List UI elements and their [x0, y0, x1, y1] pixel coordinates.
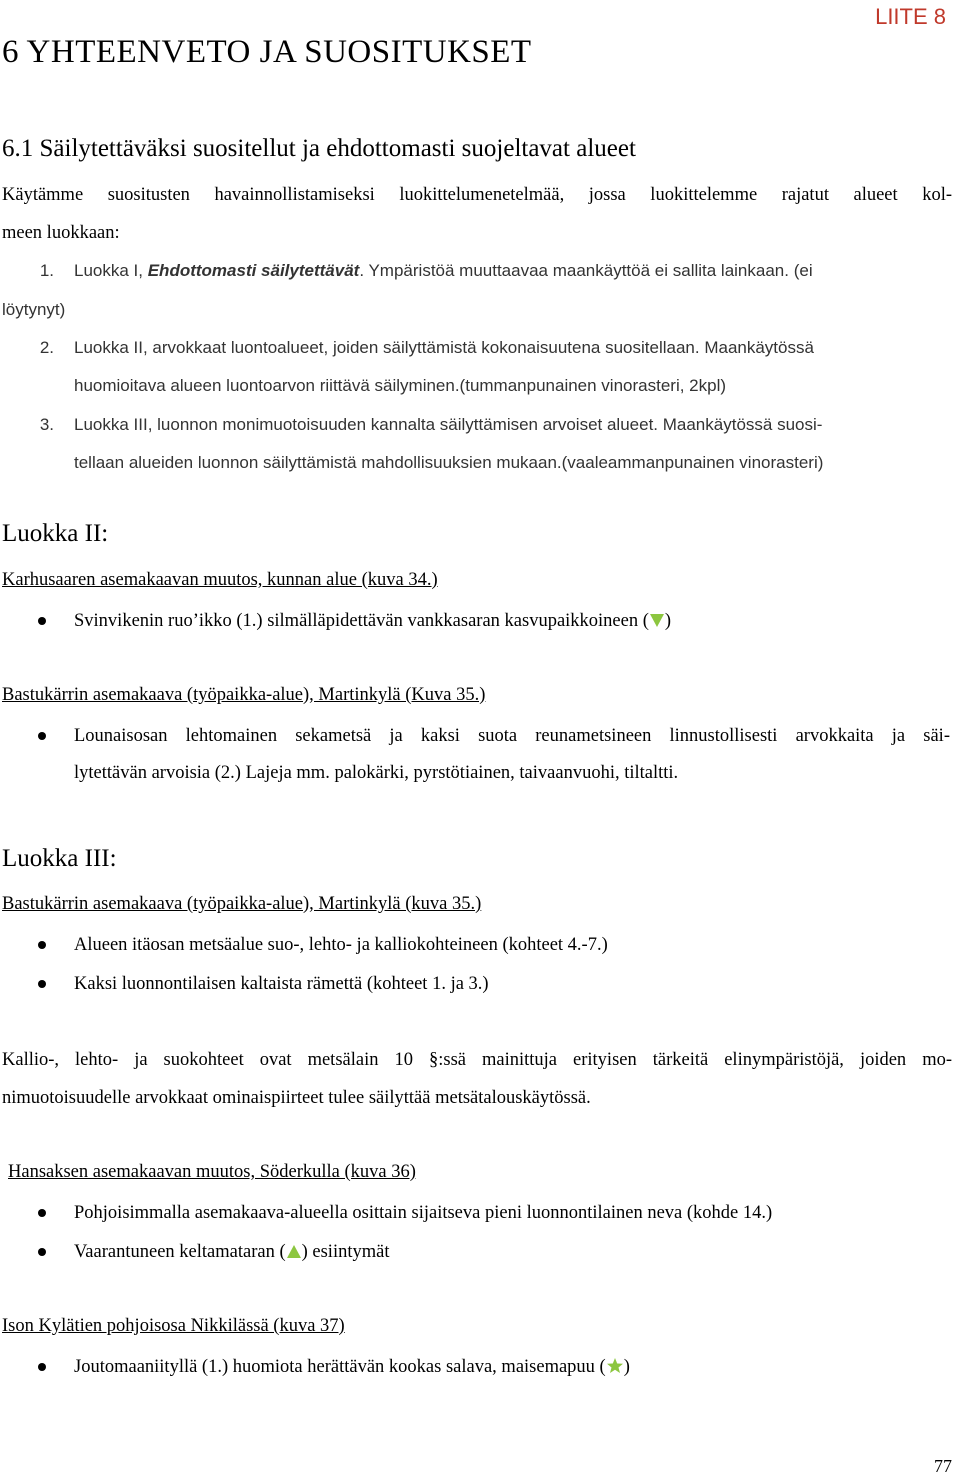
list-item: Kaksi luonnontilaisen kaltaista rämettä (kohteet 1. ja 3.) — [74, 974, 489, 994]
list-number: 2. — [39, 338, 54, 357]
class-2-line-2: huomioitava alueen luontoarvon riittävä säilyminen.(tummanpunainen vinorasteri, 2kpl) — [74, 376, 727, 395]
green-up-triangle-icon — [286, 1244, 302, 1259]
list-item-text-end: ) — [623, 1357, 630, 1377]
intro-line-1: Käytämme suositusten havainnollistamiseksi luokittelumenetelmää, jossa luokittelemme rajatut alueet kol- — [2, 185, 952, 205]
class-1-line-1 — [74, 251, 813, 290]
list-item — [74, 602, 671, 641]
page-title: 6 YHTEENVETO JA SUOSITUKSET — [2, 34, 532, 70]
bullet — [38, 1248, 46, 1256]
green-down-triangle-icon — [649, 613, 665, 628]
bullet — [38, 980, 46, 988]
list-item-text-end: ) esiintymät — [301, 1242, 390, 1262]
luokka-3-heading: Luokka III: — [2, 845, 117, 872]
bullet — [38, 732, 46, 740]
intro-line-2: meen luokkaan: — [2, 223, 120, 243]
class-3-line-2: tellaan alueiden luonnon säilyttämistä mahdollisuuksien mukaan.(vaaleammanpunainen vinorasteri) — [74, 453, 824, 472]
list-item: Pohjoisimmalla asemakaava-alueella osittain sijaitseva pieni luonnontilainen neva (kohde 14.) — [74, 1203, 773, 1223]
site-heading-karhusaari: Karhusaaren asemakaavan muutos, kunnan alue (kuva 34.) — [2, 570, 438, 590]
page-number: 77 — [934, 1456, 952, 1476]
site-heading-ison-kylatien: Ison Kylätien pohjoisosa Nikkilässä (kuva 37) — [2, 1316, 345, 1336]
bullet — [38, 941, 46, 949]
bullet — [38, 1363, 46, 1371]
class-2-line-1: Luokka II, arvokkaat luontoalueet, joiden säilyttämistä kokonaisuutena suositellaan. Maankäytössä — [74, 338, 814, 357]
list-item — [74, 1233, 389, 1272]
paragraph-line-1: Kallio-, lehto- ja suokohteet ovat metsälain 10 §:ssä mainittuja erityisen tärkeitä elinympäristöjä, joiden mo- — [2, 1050, 952, 1070]
appendix-label: LIITE 8 — [875, 4, 946, 29]
list-item-line-1: Lounaisosan lehtomainen sekametsä ja kaksi suota reunametsineen linnustollisesti arvokkaita ja säi- — [74, 726, 950, 746]
class-1-rest: . Ympäristöä muuttaavaa maankäyttöä ei sallita lainkaan. (ei — [359, 261, 813, 280]
list-item-line-2: lytettävän arvoisia (2.) Lajeja mm. palokärki, pyrstötiainen, taivaanvuohi, tiltaltti. — [74, 763, 679, 783]
bullet — [38, 1209, 46, 1217]
list-item-text: Vaarantuneen keltamataran ( — [74, 1242, 286, 1262]
site-heading-bastukarr: Bastukärrin asemakaava (työpaikka-alue), Martinkylä (Kuva 35.) — [2, 685, 486, 705]
list-number: 1. — [39, 261, 54, 280]
section-title: 6.1 Säilytettäväksi suositellut ja ehdottomasti suojeltavat alueet — [2, 135, 636, 162]
site-heading-hansaksen: Hansaksen asemakaavan muutos, Söderkulla (kuva 36) — [8, 1162, 416, 1182]
green-star-icon — [606, 1357, 624, 1374]
class-3-line-1: Luokka III, luonnon monimuotoisuuden kannalta säilyttämisen arvoiset alueet. Maankäytössä suosi- — [74, 415, 823, 434]
class-1-prefix: Luokka I, — [74, 261, 148, 280]
luokka-2-heading: Luokka II: — [2, 520, 109, 547]
bullet — [38, 617, 46, 625]
list-item — [74, 1348, 630, 1387]
class-1-emphasis: Ehdottomasti säilytettävät — [147, 261, 360, 280]
site-heading-bastukarr-2: Bastukärrin asemakaava (työpaikka-alue), Martinkylä (kuva 35.) — [2, 894, 482, 914]
list-item-text: Joutomaaniityllä (1.) huomiota herättävän kookas salava, maisemapuu ( — [74, 1357, 606, 1377]
list-item-text: Svinvikenin ruo’ikko (1.) silmälläpidettävän vankkasaran kasvupaikkoineen ( — [74, 611, 649, 631]
list-item: Alueen itäosan metsäalue suo-, lehto- ja kalliokohteineen (kohteet 4.-7.) — [74, 935, 608, 955]
paragraph-line-2: nimuotoisuudelle arvokkaat ominaispiirteet tulee säilyttää metsätalouskäytössä. — [2, 1088, 591, 1108]
class-1-line-2: löytynyt) — [2, 300, 66, 319]
list-number: 3. — [39, 415, 54, 434]
list-item-text-end: ) — [664, 611, 672, 631]
